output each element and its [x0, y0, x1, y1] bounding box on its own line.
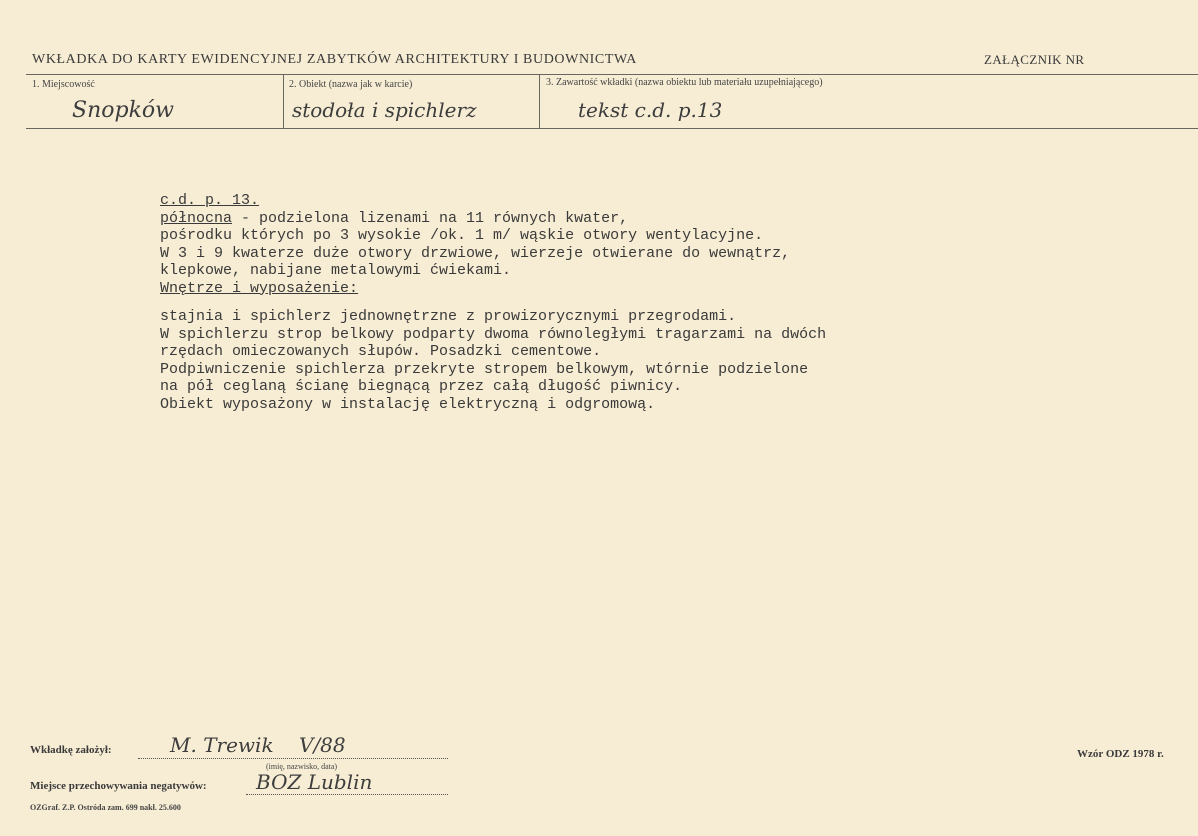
object-value: stodoła i spichlerz	[292, 98, 477, 122]
typed-line-text: Wnętrze i wyposażenie:	[160, 279, 359, 297]
field-divider-2	[539, 74, 540, 128]
typed-line-text: Podpiwniczenie spichlerza przekryte stropem belkowym, wtórnie podzielone	[160, 360, 809, 378]
typed-line	[160, 245, 960, 263]
typed-line	[160, 396, 960, 414]
content-label: 3. Zawartość wkładki (nazwa obiektu lub materiału uzupełniającego)	[546, 77, 823, 88]
header-rule-top	[26, 74, 1198, 75]
typed-line-text: c.d. p. 13.	[160, 192, 260, 209]
print-note: OZGraf. Z.P. Ostróda zam. 699 nakł. 25.600	[30, 803, 181, 812]
typed-line-text: pośrodku których po 3 wysokie /ok. 1 m/ wąskie otwory wentylacyjne.	[160, 227, 764, 244]
typed-line	[160, 210, 960, 228]
typed-line-text: stajnia i spichlerz jednownętrzne z prowizorycznymi przegrodami.	[160, 308, 737, 325]
founder-line	[138, 758, 448, 759]
typed-line	[160, 280, 960, 298]
form-title: WKŁADKA DO KARTY EWIDENCYJNEJ ZABYTKÓW ARCHITEKTURY I BUDOWNICTWA	[32, 52, 637, 67]
typed-line-text: W spichlerzu strop belkowy podparty dwoma równoległymi tragarzami na dwóch	[160, 325, 827, 343]
typed-line-text: Obiekt wyposażony w instalację elektryczną i odgromową.	[160, 395, 656, 413]
negatives-line	[246, 794, 448, 795]
typed-line-text: W 3 i 9 kwaterze duże otwory drzwiowe, wierzeje otwierane do wewnątrz,	[160, 244, 791, 262]
typed-line-text: północna	[160, 209, 233, 227]
field-divider-1	[283, 74, 284, 128]
typed-line	[160, 361, 960, 379]
negatives-value: BOZ Lublin	[256, 770, 373, 794]
paragraph-gap	[160, 297, 960, 308]
typed-line-text: na pół ceglaną ścianę biegnącą przez całą długość piwnicy.	[160, 378, 683, 395]
founder-note: (imię, nazwisko, data)	[266, 762, 338, 771]
typed-line	[160, 326, 960, 344]
typed-line	[160, 378, 960, 396]
locality-label: 1. Miejscowość	[32, 79, 95, 90]
typed-line	[160, 308, 960, 326]
form-code: Wzór ODZ 1978 r.	[1077, 748, 1164, 760]
object-label: 2. Obiekt (nazwa jak w karcie)	[289, 79, 413, 90]
content-value: tekst c.d. p.13	[578, 98, 723, 122]
typed-description	[160, 192, 960, 413]
founder-label: Wkładkę założył:	[30, 744, 112, 756]
appendix-label: ZAŁĄCZNIK NR	[984, 52, 1085, 67]
typed-line	[160, 343, 960, 361]
locality-value: Snopków	[72, 98, 174, 123]
typed-line-text: klepkowe, nabijane metalowymi ćwiekami.	[160, 262, 512, 279]
header-rule-bottom	[26, 128, 1198, 129]
negatives-label: Miejsce przechowywania negatywów:	[30, 780, 207, 792]
founder-value: M. Trewik V/88	[170, 733, 346, 757]
typed-line-text: rzędach omieczowanych słupów. Posadzki cementowe.	[160, 343, 602, 360]
typed-line	[160, 227, 960, 245]
typed-line	[160, 192, 960, 210]
typed-line	[160, 262, 960, 280]
typed-line-rest: - podzielona lizenami na 11 równych kwater,	[232, 209, 629, 227]
